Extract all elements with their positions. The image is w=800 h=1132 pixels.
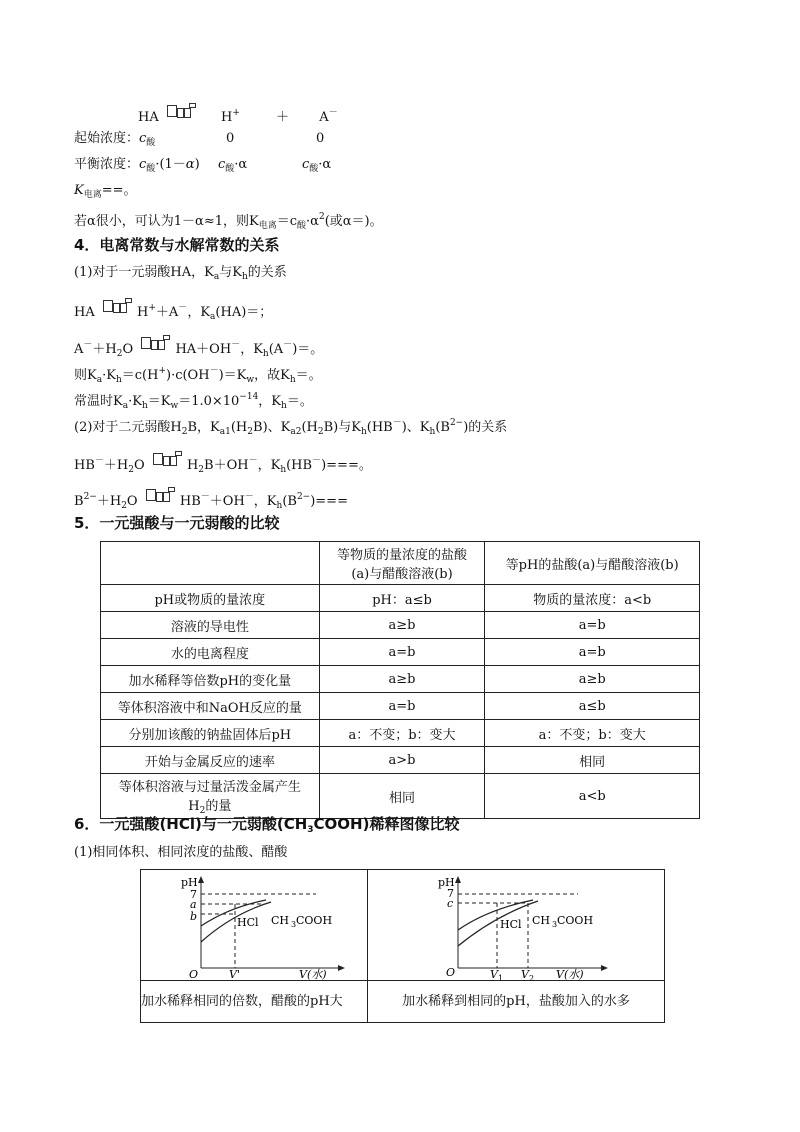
table-header-row xyxy=(101,542,700,585)
svg-text:HCl: HCl xyxy=(500,918,522,931)
dilution-graphs-table xyxy=(140,869,665,1023)
dilution-graph-same-ph xyxy=(368,870,664,980)
section-5-heading: 5．一元强酸与一元弱酸的比较 xyxy=(74,514,280,532)
equilibrium-arrow-icon xyxy=(101,300,131,314)
graph-2-caption: 加水稀释到相同的pH，盐酸加入的水多 xyxy=(368,981,665,1023)
graph-cell-2 xyxy=(368,870,665,981)
table-header-cell: 等pH的盐酸(a)与醋酸溶液(b) xyxy=(485,542,700,585)
s4-ha-equation: HA H+＋A－，$K_a(HA)=$； xyxy=(74,299,272,326)
svg-text:7: 7 xyxy=(447,887,454,900)
table-row: 水的电离程度 a=b a=b xyxy=(101,639,700,666)
svg-text:3: 3 xyxy=(291,920,297,929)
section-4-heading: 4．电离常数与水解常数的关系 xyxy=(74,236,280,254)
ionization-equation: HA H+ ＋ A－ xyxy=(138,104,338,127)
equilibrium-arrow-icon xyxy=(144,489,174,503)
s4-room-temp-line: 常温时$K_a\cdot K_h=K_w=1.0\times 10^{-14}$，$K_h=$。 xyxy=(74,392,313,411)
svg-text:CH: CH xyxy=(271,914,290,927)
start-concentration-line: 起始浓度：$c_酸$ 0 0 xyxy=(74,131,325,148)
graph-cell-1 xyxy=(141,870,368,981)
svg-text:O: O xyxy=(446,966,456,979)
dilution-graph-same-concentration xyxy=(141,870,367,980)
section-6-heading: 6．一元强酸(HCl)与一元弱酸$(CH_3COOH)$稀释图像比较 xyxy=(74,815,460,835)
hcl-curve xyxy=(458,901,538,946)
table-row: 开始与金属反应的速率 a>b 相同 xyxy=(101,747,700,774)
svg-text:b: b xyxy=(190,910,198,923)
table-row: 等体积溶液中和NaOH反应的量 a=b a≤b xyxy=(101,693,700,720)
s4-product-line: 则$K_a\cdot K_h=c(H^+)\cdot c(OH^-)=K_w$，故$K_h=$。 xyxy=(74,366,322,385)
equilibrium-arrow-icon xyxy=(151,453,181,467)
svg-text:O: O xyxy=(189,968,199,980)
s4-a-hydrolysis-equation: $A^-+H_2O$ HA＋OH－，$K_h(A^-)=$。 xyxy=(74,336,323,363)
table-row: 加水稀释等倍数pH的变化量 a≥b a≥b xyxy=(101,666,700,693)
svg-text:pH: pH xyxy=(181,876,198,889)
table-row: 分别加该酸的钠盐固体后pH a：不变；b：变大 a：不变；b：变大 xyxy=(101,720,700,747)
s4-b2-equation: $B^{2-}+H_2O$ HB－＋OH－，$K_h(B^{2-})===$ xyxy=(74,488,348,515)
svg-text:V(水): V(水) xyxy=(556,968,584,980)
svg-text:V: V xyxy=(490,968,498,980)
svg-text:V: V xyxy=(521,968,529,980)
equilibrium-arrow-icon xyxy=(139,337,169,351)
table-row: pH或物质的量浓度 pH：a≤b 物质的量浓度：a<b xyxy=(101,585,700,612)
equilibrium-concentration-line: 平衡浓度：$c_酸\cdot(1-\alpha)$ $c_酸\cdot\alpha$ $c_酸\cdot\alpha$ xyxy=(74,157,332,174)
svg-text:7: 7 xyxy=(190,888,197,901)
svg-text:V': V' xyxy=(229,968,240,980)
svg-text:3: 3 xyxy=(552,920,558,929)
comparison-table xyxy=(100,541,700,819)
svg-text:HCl: HCl xyxy=(237,916,259,929)
table-header-cell: 等物质的量浓度的盐酸 (a)与醋酸溶液(b) xyxy=(319,542,485,585)
s4-hb-equation: $HB^-+H_2O$ $H_2B+OH^-$，$K_h(HB^-)===$。 xyxy=(74,452,372,479)
svg-text:COOH: COOH xyxy=(557,914,594,927)
svg-text:V(水): V(水) xyxy=(299,968,327,980)
svg-text:CH: CH xyxy=(532,914,551,927)
svg-text:a: a xyxy=(190,898,197,911)
s4-sub2: (2)对于二元弱酸$H_2B$，$K_{a1}(H_2B)$、$K_{a2}(H_2B)$与$K_h(HB^-)$、$K_h(B^{2-})$的关系 xyxy=(74,418,508,437)
s6-sub1: (1)相同体积、相同浓度的盐酸、醋酸 xyxy=(74,845,288,860)
table-row: 等体积溶液与过量活泼金属产生 $H_2$的量 相同 a<b xyxy=(101,774,700,819)
svg-text:pH: pH xyxy=(438,876,455,889)
approximation-line: 若α很小，可认为1－α≈1，则$K_{电离}=c_酸\cdot\alpha^2$(或α＝)。 xyxy=(74,212,383,231)
svg-text:1: 1 xyxy=(498,974,504,980)
equilibrium-arrow-icon xyxy=(165,105,195,119)
table-row: 溶液的导电性 a≥b a=b xyxy=(101,612,700,639)
graph-1-caption: 加水稀释相同的倍数，醋酸的pH大 xyxy=(141,981,368,1023)
ionization-constant-line: $K_{电离}==$。 xyxy=(74,183,137,200)
svg-text:c: c xyxy=(447,897,454,910)
table-corner-cell xyxy=(101,542,320,585)
svg-text:2: 2 xyxy=(529,974,535,980)
svg-text:COOH: COOH xyxy=(296,914,333,927)
ch3cooh-curve xyxy=(458,900,533,930)
s4-sub1: (1)对于一元弱酸HA，$K_a$与$K_h$的关系 xyxy=(74,265,287,282)
